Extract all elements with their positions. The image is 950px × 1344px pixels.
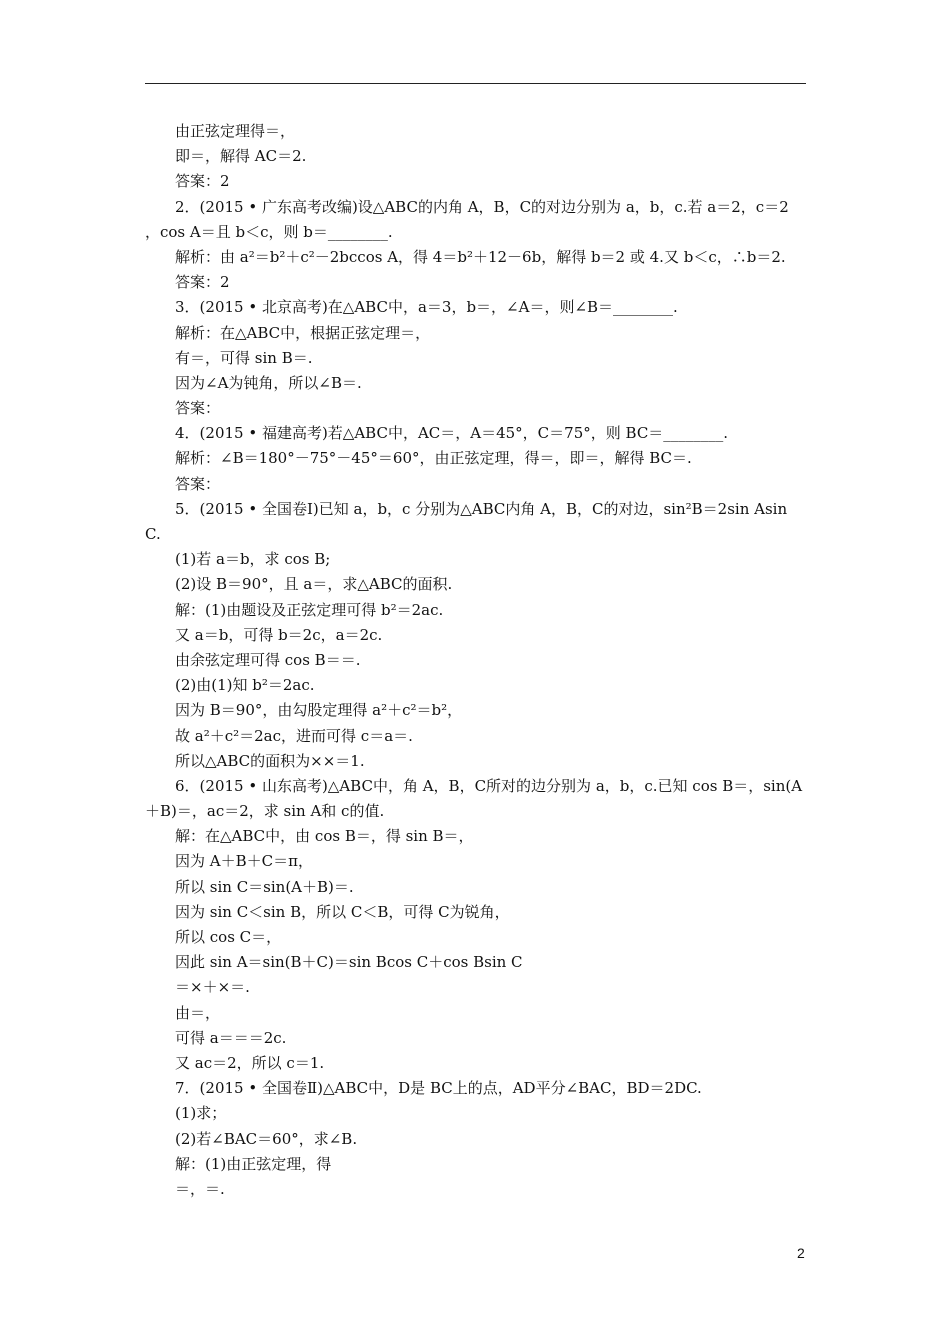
text-line: 因此 sin A＝sin(B＋C)＝sin Bcos C＋cos Bsin C [175,953,523,972]
text-line: 答案： [175,399,221,418]
text-line: 即＝，解得 AC＝2. [175,147,307,166]
text-line: 4．(2015 • 福建高考)若△ABC中，AC＝，A＝45°，C＝75°，则 BC＝________. [175,424,729,443]
text-line: 解：(1)由题设及正弦定理可得 b²＝2ac. [175,600,444,619]
text-line: (2)设 B＝90°，且 a＝，求△ABC的面积. [175,575,453,594]
text-line: 7．(2015 • 全国卷Ⅱ)△ABC中，D是 BC上的点，AD平分∠BAC，BD＝2DC. [175,1079,702,1098]
text-line: 解析：在△ABC中，根据正弦定理＝， [175,323,431,342]
text-line: 又 a＝b，可得 b＝2c，a＝2c. [175,625,383,644]
text-line: 解：在△ABC中，由 cos B＝，得 sin B＝， [175,827,474,846]
text-line: C. [145,525,161,543]
text-line: 又 ac＝2，所以 c＝1. [175,1053,325,1072]
text-line: 6．(2015 • 山东高考)△ABC中，角 A，B，C所对的边分别为 a，b，c.已知 cos B＝，sin(A [175,776,803,795]
page-body [145,119,806,1202]
text-line: 因为 sin C＜sin B，所以 C＜B，可得 C为锐角， [175,902,510,921]
text-line: 答案： [175,474,221,493]
text-line: ，cos A＝且 b＜c，则 b＝________. [145,222,393,241]
text-line: 5．(2015 • 全国卷Ⅰ)已知 a，b，c 分别为△ABC内角 A，B，C的对边，sin²B＝2sin Asin [175,499,788,518]
text-line: 有＝，可得 sin B＝. [175,348,313,367]
text-line: (1)求； [175,1104,227,1123]
text-line: 由余弦定理可得 cos B＝＝. [175,650,361,669]
header-rule [145,83,806,84]
text-line: 解：(1)由正弦定理，得 [175,1154,332,1173]
text-line: 所以△ABC的面积为××＝1. [175,751,365,770]
text-line: 所以 sin C＝sin(A＋B)＝. [175,877,354,896]
text-line: ＝×＋×＝. [175,978,250,997]
text-line: 所以 cos C＝， [175,928,282,946]
text-line: ＝，＝. [175,1179,225,1198]
text-line: (2)若∠BAC＝60°，求∠B. [175,1129,358,1148]
text-line: 答案：2 [175,273,230,292]
text-line: 2．(2015 • 广东高考改编)设△ABC的内角 A，B，C的对边分别为 a，b，c.若 a＝2，c＝2 [175,197,789,216]
text-line: 答案：2 [175,172,230,191]
text-line: 解析：∠B＝180°－75°－45°＝60°，由正弦定理，得＝，即＝，解得 BC＝. [175,449,692,468]
text-line: 可得 a＝＝＝2c. [175,1028,287,1047]
text-line: 由正弦定理得＝， [175,122,296,140]
text-line: 3．(2015 • 北京高考)在△ABC中，a＝3，b＝，∠A＝，则∠B＝________. [175,298,678,317]
page-number: 2 [797,1245,805,1261]
text-line: 因为∠A为钝角，所以∠B＝. [175,373,362,392]
text-line: (1)若 a＝b，求 cos B; [175,550,331,569]
text-line: 因为 A＋B＋C＝π， [175,852,313,871]
text-line: 故 a²＋c²＝2ac，进而可得 c＝a＝. [175,726,413,745]
text-line: 解析：由 a²＝b²＋c²－2bccos A，得 4＝b²＋12－6b，解得 b＝2 或 4.又 b＜c，∴b＝2. [175,247,786,266]
text-line: (2)由(1)知 b²＝2ac. [175,676,315,695]
text-line: 因为 B＝90°，由勾股定理得 a²＋c²＝b²， [175,701,463,720]
text-line: 由＝， [175,1003,221,1022]
text-line: ＋B)＝，ac＝2，求 sin A和 c的值. [145,802,385,821]
